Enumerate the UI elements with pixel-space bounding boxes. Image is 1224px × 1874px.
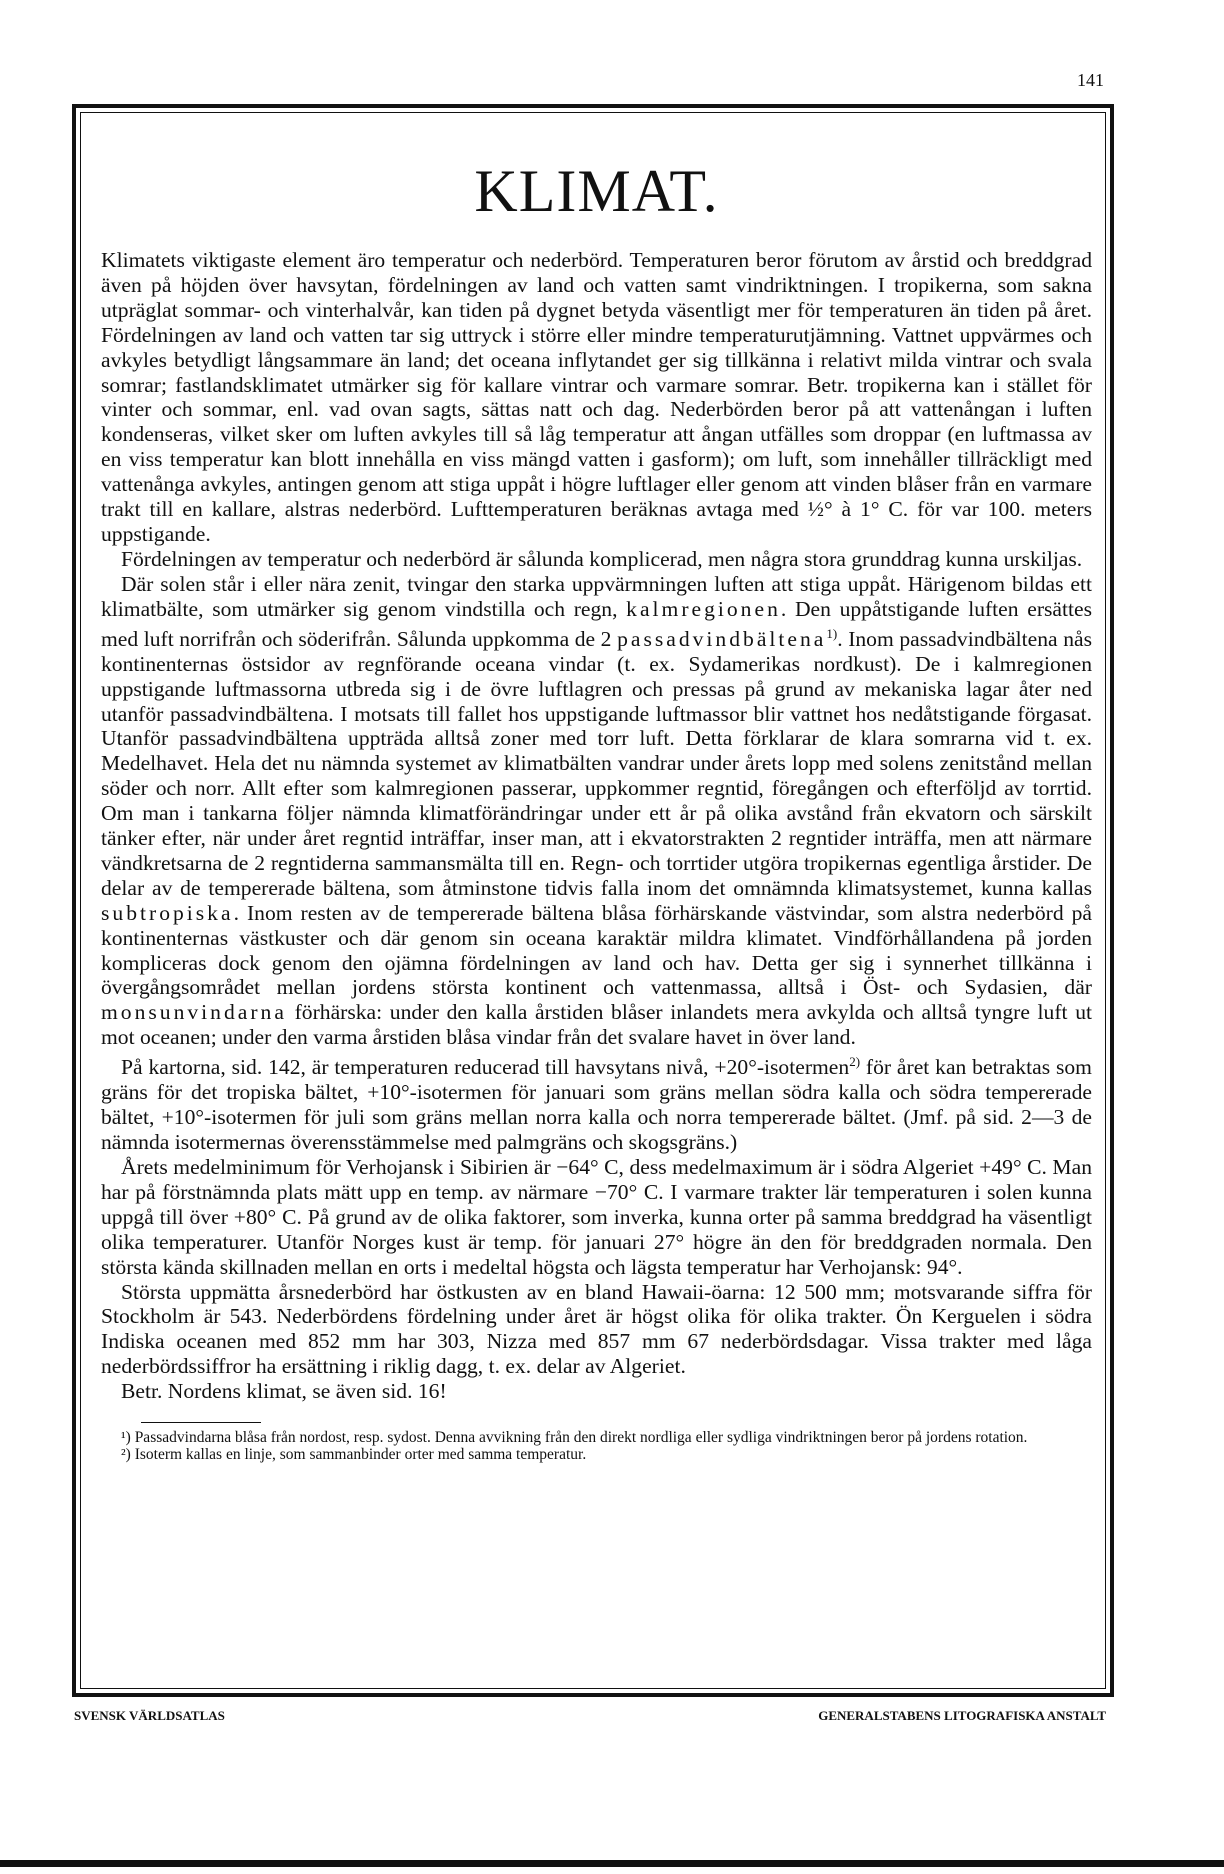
paragraph-3-part-d: . Inom resten av de tempererade bältena blåsa förhärskande västvindar, som alstra nederbörd på kontinenternas västkuster och där genom sin oceana karaktär mildra klimatet. Vindförhållandena på jorden kompliceras dock genom den ojämna fördelningen av land och hav. Detta ger sig i synnerhet tillkänna i övergångsområdet mellan jordens största kontinent och vattenmassa, alltså i Öst- och Sydasien, där (101, 900, 1092, 1000)
paragraph-7: Betr. Nordens klimat, se även sid. 16! (121, 1379, 447, 1404)
footnote-2-mark: ²) (121, 1446, 131, 1464)
term-monsunvindarna: monsunvindarna (101, 1000, 287, 1025)
footnote-ref-2: 2) (849, 1054, 861, 1070)
content-frame (80, 112, 1106, 1689)
publication-name: SVENSK VÄRLDSATLAS (74, 1708, 225, 1723)
paragraph-3-part-b: . Den uppåtstigande luften ersättes med luft norrifrån och söderifrån. Sålunda uppkomma de 2 (101, 596, 1092, 651)
paragraph-3-part-e: förhärska: under den kalla årstiden blåser inlandets mera avkylda och alltså tyngre luft ut mot oceanen; under den varma årstiden blåsa vindar från det svalare havet in över land. (101, 1000, 1092, 1050)
paragraph-5: Årets medelminimum för Verhojansk i Sibirien är −64° C, dess medelmaximum är i södra Algeriet +49° C. Man har på förstnämnda plats mätt upp en temp. av närmare −70° C. I varmare trakter lär temperaturen i solen kunna uppgå till över +80° C. På grund av de olika faktorer, som inverka, kunna orter på samma breddgrad ha väsentligt olika temperaturer. Utanför Norges kust är temp. för januari 27° högre än den för breddgraden normala. Den största kända skillnaden mellan en orts i medeltal högsta och lägsta temperatur har Verhojansk: 94°. (101, 1155, 1092, 1279)
footnote-divider (141, 1422, 261, 1423)
footnote-1 (101, 1429, 1092, 1446)
term-subtropiska: subtropiska (101, 900, 234, 925)
paragraph-4 (101, 1050, 1092, 1155)
bottom-edge-bar (0, 1860, 1224, 1867)
page-number: 141 (1077, 70, 1104, 90)
footnote-2 (101, 1446, 1092, 1463)
footnote-1-mark: ¹) (121, 1429, 131, 1447)
paragraph-4-part-a: På kartorna, sid. 142, är temperaturen reducerad till havsytans nivå, +20°-isotermen (121, 1055, 850, 1080)
footnotes (101, 1429, 1092, 1463)
footnote-ref-1: 1) (826, 625, 838, 641)
paragraph-3 (101, 572, 1092, 1050)
paragraph-1: Klimatets viktigaste element äro temperatur och nederbörd. Temperaturen beror förutom av årstid och breddgrad även på höjden över havsytan, fördelningen av land och vatten samt vindriktningen. I tropikerna, som sakna utpräglat sommar- och vinterhalvår, kan tiden på dygnet betyda väsentligt mer för temperaturen än tiden på året. Fördelningen av land och vatten tar sig uttryck i större eller mindre temperaturutjämning. Vattnet uppvärmes och avkyles betydligt långsammare än land; det oceana inflytandet ger sig tillkänna i relativt milda vintrar och svala somrar; fastlandsklimatet utmärker sig för kallare vintrar och varmare somrar. Betr. tropikerna kan i stället för vinter och sommar, enl. vad ovan sagts, sättas natt och dag. Nederbörden beror på att vattenångan i luften kondenseras, vilket sker om luften avkyles till så låg temperatur att ångan utfälles som droppar (en luftmassa av en viss temperatur kan blott innehålla en viss mängd vatten i gasform); om luft, som innehåller tillräckligt med vattenånga avkyles, antingen genom att stiga uppåt i högre luftlager eller genom att vinden blåser från en varmare trakt till en kallare, alstras nederbörd. Lufttemperaturen beräknas avtaga med ½° à 1° C. för var 100. meters uppstigande. (101, 248, 1092, 546)
publisher-name: GENERALSTABENS LITOGRAFISKA ANSTALT (818, 1708, 1106, 1723)
footnote-1-text: Passadvindarna blåsa från nordost, resp. sydost. Denna avvikning från den direkt nordliga eller sydliga vindriktningen beror på jordens rotation. (134, 1429, 1028, 1447)
page-title: KLIMAT. (474, 158, 719, 224)
paragraph-6: Största uppmätta årsnederbörd har östkusten av en bland Hawaii-öarna: 12 500 mm; motsvarande siffra för Stockholm är 543. Nederbördens fördelning under året är högst olika för olika trakter. Ön Kerguelen i södra Indiska oceanen med 852 mm har 303, Nizza med 857 mm 67 nederbördsdagar. Vissa trakter med låga nederbördssiffror ha ersättning i riklig dagg, t. ex. delar av Algeriet. (101, 1279, 1092, 1379)
paragraph-2: Fördelningen av temperatur och nederbörd är sålunda komplicerad, men några stora grunddrag kunna urskiljas. (121, 546, 1083, 571)
term-passadvindbaltena: passadvindbältena (617, 626, 827, 651)
term-kalmregionen: kalmregionen (626, 596, 781, 621)
footnote-2-text: Isoterm kallas en linje, som sammanbinder orter med samma temperatur. (134, 1446, 587, 1464)
paragraph-3-part-a: Där solen står i eller nära zenit, tvingar den starka uppvärmningen luften att stiga uppåt. Härigenom bildas ett klimatbälte, som utmärker sig genom vindstilla och regn, (101, 571, 1092, 621)
paragraph-3-part-c: . Inom passadvindbältena nås kontinenternas östsidor av regnförande oceana vindar (t. ex. Sydamerikas nordkust). De i kalmregionen uppstigande luftmassorna utbreda sig i de övre luftlagren och pressas på grund av mekaniska lagar åter ned utanför passadvindbältena. I motsats till fallet hos uppstigande luftmassor blir vattnet hos nedåtstigande förgasat. Utanför passadvindbältena uppträda alltså zoner med torr luft. Detta förklarar de klara somrarna vid t. ex. Medelhavet. Hela det nu nämnda systemet av klimatbälten vandrar under årets lopp med solens zenitstånd mellan söder och norr. Allt efter som kalmregionen passerar, uppkommer regntid, föregången och efterföljd av torrtid. Om man i tankarna följer nämnda klimatförändringar under ett år på olika avstånd från ekvatorn och särskilt tänker efter, när under året regntid inträffar, inser man, att i ekvatorstrakten 2 regntider inträffa, men att närmare vändkretsarna de 2 regntiderna sammansmälta till en. Regn- och torrtider utgöra tropikernas egentliga årstider. De delar av de tempererade bältena, som åtminstone tidvis falla inom det omnämnda klimatsystemet, kunna kallas (101, 626, 1092, 900)
paragraph-4-part-b: för året kan betraktas som gräns för det tropiska bältet, +10°-isotermen för januari som gräns mellan södra kalla och södra tempererade bältet, +10°-isotermen för juli som gräns mellan norra kalla och norra tempererade bältet. (Jmf. på sid. 2—3 de nämnda isotermernas överensstämmelse med palmgräns och skogsgräns.) (101, 1055, 1092, 1155)
body-text (101, 248, 1092, 1404)
